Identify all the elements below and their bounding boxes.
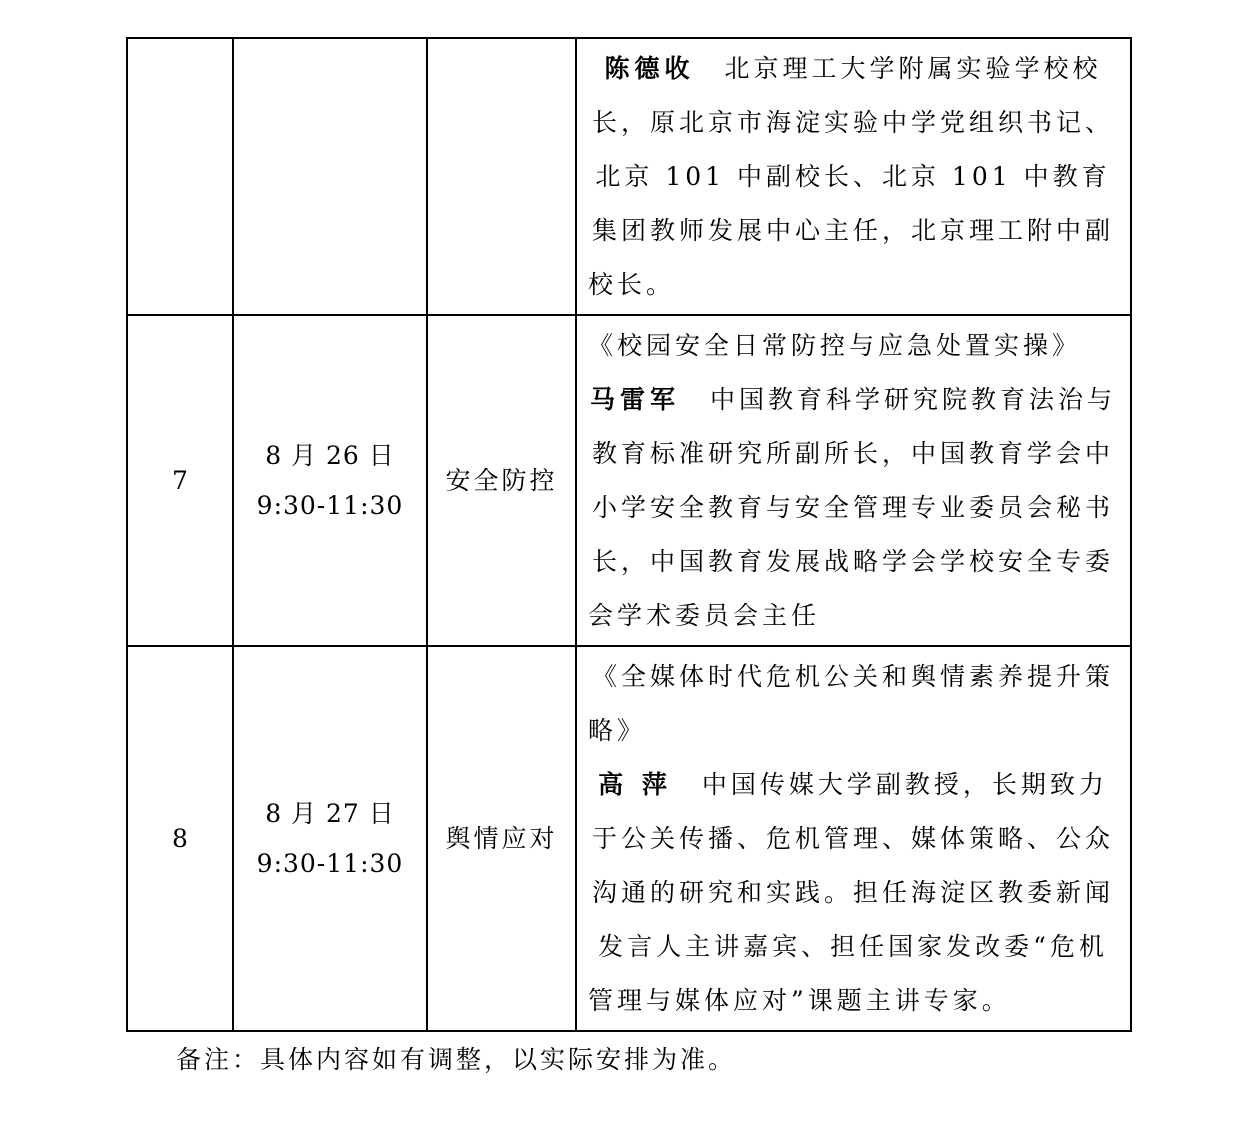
session-datetime <box>233 646 427 1031</box>
session-time: 9:30-11:30 <box>256 848 404 878</box>
speaker-bio: 北京理工大学附属实验学校校长，原北京市海淀实验中学党组织书记、北京 101 中副校长、北京 101 中教育集团教师发展中心主任，北京理工附中副校长。 <box>588 54 1114 299</box>
session-topic: 安全防控 <box>427 315 576 646</box>
speaker-name: 马雷军 <box>589 385 680 414</box>
session-number <box>127 38 233 315</box>
session-number: 7 <box>127 315 233 646</box>
session-datetime <box>233 315 427 646</box>
speaker-paragraph <box>588 373 1118 643</box>
session-content <box>576 38 1131 315</box>
speaker-paragraph <box>588 42 1118 312</box>
session-time: 9:30-11:30 <box>256 490 404 520</box>
table-row <box>127 315 1131 646</box>
session-date: 8 月 27 日 <box>265 798 395 828</box>
speaker-name: 高 萍 <box>598 770 672 799</box>
speaker-bio: 中国传媒大学副教授，长期致力于公关传播、危机管理、媒体策略、公众沟通的研究和实践。担任海淀区教委新闻发言人主讲嘉宾、担任国家发改委“危机管理与媒体应对”课题主讲专家。 <box>588 770 1114 1015</box>
session-content <box>576 646 1131 1031</box>
speaker-paragraph <box>588 758 1118 1028</box>
session-content <box>576 315 1131 646</box>
course-title: 《全媒体时代危机公关和舆情素养提升策略》 <box>588 662 1114 745</box>
session-topic: 舆情应对 <box>427 646 576 1031</box>
table-row <box>127 646 1131 1031</box>
session-number: 8 <box>127 646 233 1031</box>
course-title: 《校园安全日常防控与应急处置实操》 <box>588 331 1082 360</box>
table-row <box>127 38 1131 315</box>
speaker-bio: 中国教育科学研究院教育法治与教育标准研究所副所长，中国教育学会中小学安全教育与安全管理专业委员会秘书长，中国教育发展战略学会学校安全专委会学术委员会主任 <box>588 385 1117 630</box>
session-topic <box>427 38 576 315</box>
speaker-name: 陈德收 <box>604 54 695 83</box>
schedule-table <box>126 37 1132 1032</box>
session-datetime <box>233 38 427 315</box>
session-date: 8 月 26 日 <box>265 440 395 470</box>
footnote: 备注：具体内容如有调整，以实际安排为准。 <box>176 1045 737 1074</box>
